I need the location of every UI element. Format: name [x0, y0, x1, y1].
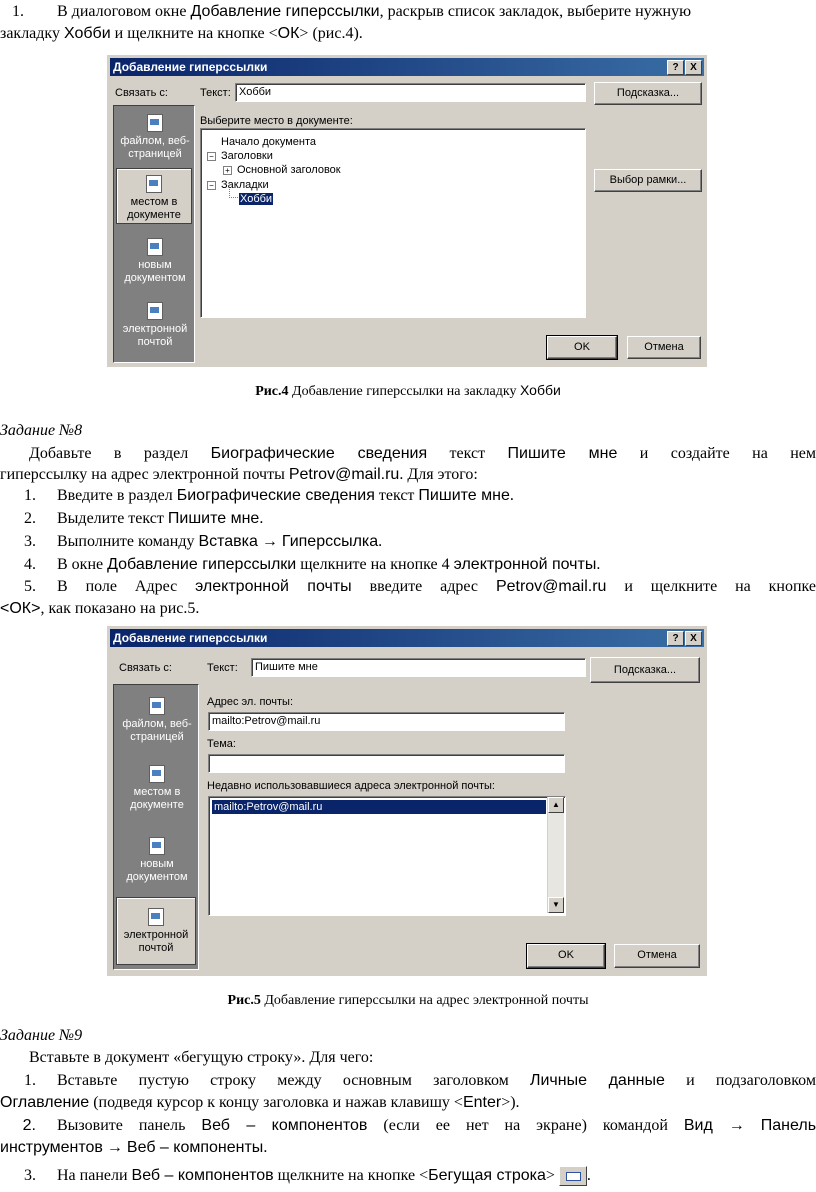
collapse-icon[interactable]: −: [207, 152, 216, 161]
recent-address-item[interactable]: mailto:Petrov@mail.ru: [212, 800, 546, 814]
task-heading: Задание №8: [0, 422, 83, 439]
arrow: →: [257, 533, 282, 550]
text: и подзаголовком: [664, 1072, 816, 1089]
term: Пишите мне: [418, 487, 510, 504]
help-button[interactable]: ?: [667, 60, 684, 75]
text: Вызовите панель: [57, 1117, 202, 1134]
step-line: [0, 24, 816, 44]
text: В диалоговом окне: [57, 3, 191, 20]
term: Панель: [760, 1117, 816, 1134]
step-line: [0, 599, 816, 619]
caption-text: Добавление гиперссылки на адрес электронной почты: [260, 993, 589, 1008]
term: Добавление гиперссылки: [107, 556, 297, 573]
title-bar: [110, 58, 704, 76]
step-line: [0, 1071, 816, 1091]
expand-icon[interactable]: +: [223, 166, 232, 175]
paragraph-line: Вставьте в документ «бегущую строку». Для чего:: [29, 1049, 374, 1066]
hint-button[interactable]: Подсказка...: [594, 82, 702, 105]
cancel-button[interactable]: Отмена: [627, 336, 701, 359]
title-bar: [110, 629, 704, 647]
text: .: [263, 1139, 268, 1156]
text: закладку: [0, 25, 64, 42]
hint-button[interactable]: Подсказка...: [590, 657, 700, 683]
step-number: 1.: [12, 3, 24, 20]
text-label: Текст:: [200, 87, 231, 99]
step-number: 1.: [24, 487, 36, 504]
text: гиперссылку на адрес электронной почты: [0, 466, 289, 483]
email-input[interactable]: mailto:Petrov@mail.ru: [208, 712, 565, 731]
text: , раскрыв список закладок, выберите нужную: [379, 3, 692, 20]
term: Пишите мне: [507, 445, 618, 462]
step-number: 1.: [24, 1072, 36, 1089]
term: Биографические сведения: [176, 487, 375, 504]
term: Биографические сведения: [210, 445, 428, 462]
term: Enter: [462, 1094, 502, 1111]
text: Добавьте в раздел: [29, 445, 211, 462]
nav-file-web[interactable]: [116, 697, 198, 751]
term: электронной почты: [453, 556, 597, 573]
paragraph-line: [0, 444, 816, 464]
text: Выделите текст: [57, 510, 168, 527]
step-line: [0, 1165, 816, 1187]
step-line: [0, 2, 816, 22]
tree-item[interactable]: Основной заголовок: [237, 164, 341, 176]
hyperlink-dialog-fig5: [107, 626, 707, 976]
dialog-title: Добавление гиперссылки: [113, 60, 268, 74]
hyperlink-dialog-fig4: [107, 55, 707, 367]
term: Гиперссылка: [281, 533, 379, 550]
frame-select-button[interactable]: Выбор рамки...: [594, 169, 702, 192]
text: Введите в раздел: [57, 487, 177, 504]
nav-place-in-document[interactable]: [116, 168, 192, 224]
text-input[interactable]: Пишите мне: [251, 658, 586, 677]
text: .: [596, 556, 601, 573]
text-input[interactable]: Хобби: [235, 83, 586, 102]
text: .: [259, 510, 264, 527]
figure-caption: [0, 992, 816, 1010]
text: >: [545, 1167, 555, 1184]
text: щелкните на кнопке <: [273, 1167, 429, 1184]
text: >).: [501, 1094, 520, 1111]
step-number: 2.: [24, 510, 36, 527]
step-line: [0, 1093, 816, 1113]
task-heading: Задание №9: [0, 1027, 83, 1044]
tree-item[interactable]: Начало документа: [221, 136, 317, 148]
term: Хобби: [63, 25, 111, 42]
term: Оглавление: [0, 1094, 90, 1111]
scroll-down-icon[interactable]: ▼: [548, 897, 564, 913]
term: Petrov@mail.ru: [288, 466, 400, 483]
ok-button[interactable]: OK: [527, 944, 605, 968]
text: текст: [374, 487, 419, 504]
nav-label: электронной почтой: [123, 929, 189, 954]
tree-item[interactable]: Закладки: [221, 179, 269, 191]
link-label: Связать с:: [119, 662, 172, 674]
link-type-bar: [113, 684, 199, 970]
nav-label: файлом, веб-страницей: [120, 135, 190, 160]
nav-label: местом в документе: [127, 196, 181, 221]
term: Веб – компонентов: [201, 1117, 368, 1134]
text: .: [586, 1167, 591, 1184]
text: (если ее нет на экране) командой: [367, 1117, 684, 1134]
text: В окне: [57, 556, 108, 573]
term: электронной почты: [195, 578, 352, 595]
term: ОК: [277, 25, 300, 42]
text: .: [378, 533, 383, 550]
nav-new-document[interactable]: [116, 238, 194, 288]
text: В поле Адрес: [57, 578, 196, 595]
text: Вставьте пустую строку между основным заголовком: [57, 1072, 530, 1089]
step-line: [0, 1138, 816, 1158]
document-icon: [146, 175, 162, 193]
nav-label: местом в документе: [130, 786, 184, 811]
arrow: →: [102, 1139, 127, 1156]
caption-text: Добавление гиперссылки на закладку: [288, 384, 520, 399]
term: Добавление гиперссылки: [190, 3, 380, 20]
step-line: [0, 532, 816, 552]
term: Пишите мне: [167, 510, 260, 527]
step-number: 4.: [24, 556, 36, 573]
new-document-icon: [149, 837, 165, 855]
text: и создайте на нем: [617, 445, 816, 462]
dialog-title: Добавление гиперссылки: [113, 631, 268, 645]
text-label: Текст:: [207, 662, 238, 674]
step-line: [0, 577, 816, 597]
subject-label: Тема:: [207, 738, 236, 750]
nav-label: электронной почтой: [122, 323, 188, 348]
nav-label: новым документом: [126, 858, 188, 883]
cancel-button[interactable]: Отмена: [614, 944, 700, 968]
text: введите адрес: [351, 578, 496, 595]
nav-new-document[interactable]: [116, 837, 198, 891]
email-icon: [147, 302, 163, 320]
caption-label: Рис.4: [255, 384, 289, 399]
term: <ОК>: [0, 600, 41, 617]
new-document-icon: [147, 238, 163, 256]
subject-input[interactable]: [208, 754, 565, 773]
nav-label: файлом, веб-страницей: [122, 718, 192, 743]
text: .: [509, 487, 514, 504]
web-page-icon: [149, 697, 165, 715]
email-icon: [148, 908, 164, 926]
text: и щелкните на кнопке: [606, 578, 816, 595]
term: Вид: [683, 1117, 713, 1134]
scroll-up-icon[interactable]: ▲: [548, 797, 564, 813]
step-number: 3.: [24, 533, 36, 550]
link-label: Связать с:: [115, 87, 168, 99]
link-type-bar: [113, 105, 195, 363]
document-icon: [149, 765, 165, 783]
term: Бегущая строка: [428, 1167, 546, 1184]
close-button[interactable]: X: [685, 631, 702, 646]
step-number: 2.: [22, 1117, 36, 1134]
step-number: 3.: [24, 1167, 36, 1184]
close-button[interactable]: X: [685, 60, 702, 75]
recent-address-list[interactable]: [208, 796, 566, 916]
term: Вставка: [198, 533, 258, 550]
document-place-tree[interactable]: [200, 128, 586, 318]
tree-item[interactable]: Заголовки: [221, 150, 273, 162]
tree-item-selected[interactable]: [239, 192, 273, 206]
caption-label: Рис.5: [227, 993, 261, 1008]
caption-term: Хобби: [519, 382, 561, 398]
text: (подведя курсор к концу заголовка и нажав клавишу <: [89, 1094, 463, 1111]
arrow: →: [712, 1117, 761, 1134]
text: и щелкните на кнопке <: [110, 25, 278, 42]
nav-file-web[interactable]: [116, 114, 194, 164]
term: Личные данные: [529, 1072, 665, 1089]
figure-caption: [0, 381, 816, 401]
nav-place-in-document[interactable]: [116, 765, 198, 819]
web-page-icon: [147, 114, 163, 132]
term: Petrov@mail.ru: [495, 578, 607, 595]
step-line: [0, 555, 816, 575]
paragraph-line: [0, 465, 816, 485]
place-label: Выберите место в документе:: [200, 115, 353, 127]
step-number: 5.: [24, 578, 36, 595]
text: > (рис.4).: [299, 25, 363, 42]
email-label: Адрес эл. почты:: [207, 696, 294, 708]
text: щелкните на кнопке 4: [296, 556, 454, 573]
term: Веб – компонентов: [131, 1167, 274, 1184]
nav-label: новым документом: [124, 259, 186, 284]
text: , как показано на рис.5.: [40, 600, 200, 617]
text: текст: [427, 445, 508, 462]
text: Выполните команду: [57, 533, 199, 550]
step-line: [0, 1116, 816, 1136]
term: Веб – компоненты: [126, 1139, 264, 1156]
step-line: [0, 486, 816, 506]
recent-label: Недавно использовавшиеся адреса электронной почты:: [207, 780, 495, 792]
marquee-button-icon: [559, 1166, 587, 1186]
collapse-icon[interactable]: −: [207, 181, 216, 190]
nav-email[interactable]: [116, 897, 196, 965]
tree-connector: [229, 189, 238, 198]
term: инструментов: [0, 1139, 103, 1156]
step-line: [0, 509, 816, 529]
text: На панели: [57, 1167, 132, 1184]
help-button[interactable]: ?: [667, 631, 684, 646]
ok-button[interactable]: OK: [547, 336, 617, 359]
nav-email[interactable]: [116, 302, 194, 352]
text: . Для этого:: [399, 466, 478, 483]
scrollbar[interactable]: [547, 797, 564, 913]
tree-item-label: Хобби: [240, 193, 273, 205]
